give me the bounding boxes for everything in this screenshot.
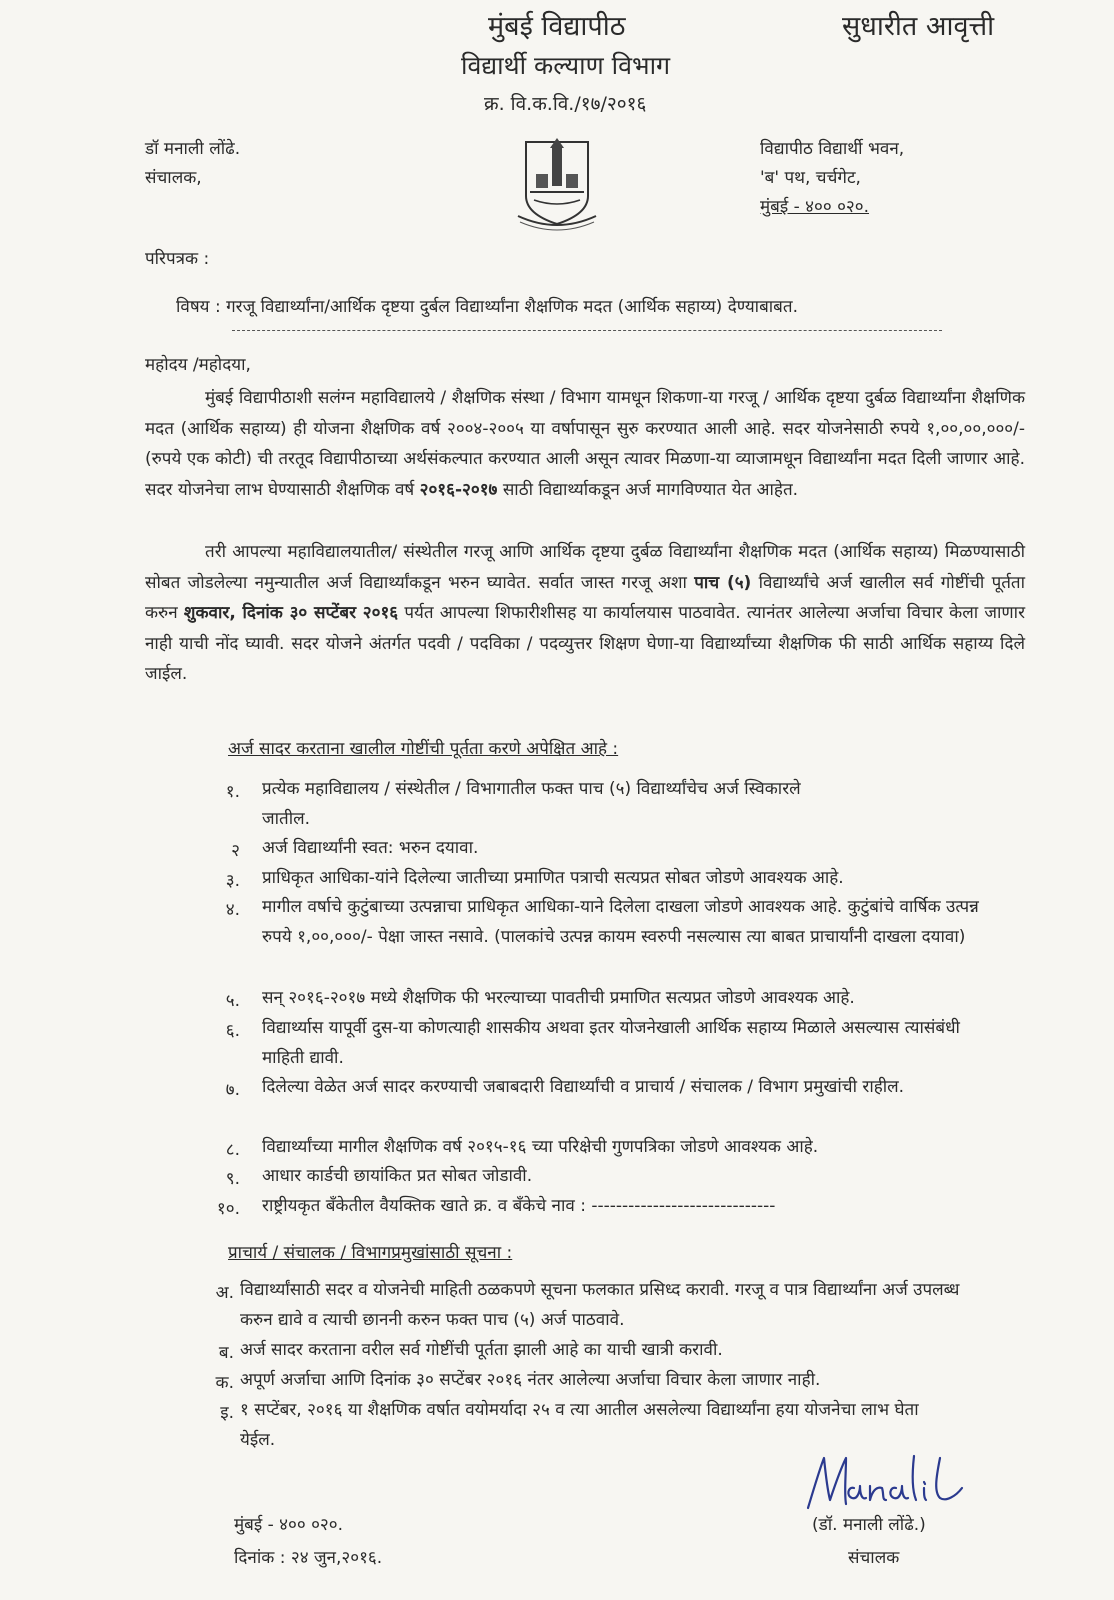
subject-line: विषय : गरजू विद्यार्थ्यांना/आर्थिक दृष्टया दुर्बल विद्यार्थ्यांना शैक्षणिक मदत (आर्थिक सहाय्य) देण्याबाबत.	[176, 297, 798, 317]
address-line-1: विद्यापीठ विद्यार्थी भवन,	[760, 139, 905, 159]
instructions-heading: प्राचार्य / संचालक / विभागप्रमुखांसाठी सूचना :	[228, 1243, 513, 1263]
requirement-item: प्राधिकृत आधिका-यांने दिलेल्या जातीच्या प्रमाणित पत्राची सत्यप्रत सोबत जोडणे आवश्यक आहे.	[262, 868, 844, 888]
para2-text-a: तरी आपल्या महाविद्यालयातील/ संस्थेतील गरजू आणि आर्थिक दृष्टया दुर्बळ विद्यार्थ्यांना शैक्षणिक मदत (आर्थिक सहाय्य) मिळण्यासाठी सोबत जोडलेल्या नमुन्यातील अर्ज विद्यार्थ्यांकडून भरुन घ्यावेत. सर्वात जास्त गरजू अशा	[145, 542, 1025, 593]
para1-year: २०१६-२०१७	[419, 479, 498, 500]
paragraph-2	[145, 537, 1025, 690]
footer-place: मुंबई - ४०० ०२०.	[234, 1515, 344, 1535]
sender-title: संचालक,	[145, 168, 202, 188]
para1-text: मुंबई विद्यापीठाशी सलंग्न महाविद्यालये / शैक्षणिक संस्था / विभाग यामधून शिकणा-या गरजू / आर्थिक दृष्टया दुर्बळ विद्यार्थ्यांना शैक्षणिक मदत (आर्थिक सहाय्य) ही योजना शैक्षणिक वर्ष २००४-२००५ या वर्षापासून सुरु करण्यात आली आहे. सदर योजनेसाठी रुपये १,००,००,०००/- (रुपये एक कोटी) ची तरतूद विद्यापीठाच्या अर्थसंकल्पात करण्यात आली असून त्यावर मिळणा-या व्याजामधून विद्यार्थ्यांना मदत दिली जाणार आहे. सदर योजनेचा लाभ घेण्यासाठी शैक्षणिक वर्ष	[145, 388, 1025, 500]
requirement-item: मागील वर्षाचे कुटुंबाच्या उत्पन्नाचा प्राधिकृत आधिका-याने दिलेला दाखला जोडणे आवश्यक आहे. कुटुंबांचे वार्षिक उत्पन्न रुपये १,००,०००/- पेक्षा जास्त नसावे. (पालकांचे उत्पन्न कायम स्वरुपी नसल्यास त्या बाबत प्राचार्यांनी दाखला दयावा)	[262, 897, 979, 947]
university-emblem-icon	[516, 134, 598, 234]
requirement-item: अर्ज विद्यार्थ्यांनी स्वत: भरुन दयावा.	[262, 838, 479, 858]
footer-date: दिनांक : २४ जुन,२०१६.	[234, 1548, 383, 1568]
requirements-heading: अर्ज सादर करताना खालील गोष्टींची पूर्तता करणे अपेक्षित आहे :	[228, 739, 619, 759]
requirement-number: ८.	[225, 1140, 240, 1160]
requirement-number: ४.	[225, 900, 240, 920]
instruction-item: अपूर्ण अर्जाचा आणि दिनांक ३० सप्टेंबर २०१६ नंतर आलेल्या अर्जाचा विचार केला जाणार नाही.	[240, 1370, 821, 1390]
para1-end: साठी विद्यार्थ्याकडून अर्ज मागविण्यात येत आहेत.	[502, 479, 799, 500]
sender-name: डॉ मनाली लोंढे.	[145, 139, 241, 159]
requirement-item: दिलेल्या वेळेत अर्ज सादर करण्याची जबाबदारी विद्यार्थ्यांची व प्राचार्य / संचालक / विभाग प्रमुखांची राहील.	[262, 1077, 905, 1097]
requirement-number: ७.	[225, 1080, 240, 1100]
instruction-item: अर्ज सादर करताना वरील सर्व गोष्टींची पूर्तता झाली आहे का याची खात्री करावी.	[240, 1340, 723, 1360]
para2-text-c: पर्यत आपल्या शिफारीशीसह या कार्यालयास पाठवावेत. त्यानंतर आलेल्या अर्जाचा विचार केला जाणार नाही याची नोंद घ्यावी. सदर योजने अंतर्गत पदवी / पदविका / पदव्युत्तर शिक्षण घेणा-या विद्यार्थ्यांच्या शैक्षणिक फी साठी आर्थिक सहाय्य दिले जाईल.	[145, 603, 1026, 684]
circular-label: परिपत्रक :	[145, 249, 210, 269]
requirement-number: २	[231, 841, 240, 861]
para2-deadline: शुकवार, दिनांक ३० सप्टेंबर २०१६	[183, 603, 399, 623]
requirement-number: ६.	[225, 1021, 240, 1041]
requirement-number: १.	[225, 782, 240, 802]
requirement-item: सन् २०१६-२०१७ मध्ये शैक्षणिक फी भरल्याच्या पावतीची प्रमाणित सत्यप्रत जोडणे आवश्यक आहे.	[262, 988, 855, 1008]
address-line-3: मुंबई - ४०० ०२०.	[760, 197, 870, 217]
signatory-name: (डॉ. मनाली लोंढे.)	[812, 1515, 926, 1535]
para2-count: पाच (५)	[694, 572, 752, 593]
reference-number: क्र. वि.क.वि./१७/२०१६	[484, 93, 647, 115]
requirement-number: १०.	[216, 1199, 240, 1219]
department-name: विद्यार्थी कल्याण विभाग	[461, 51, 671, 80]
requirement-number: ९.	[225, 1169, 240, 1189]
requirement-item: राष्ट्रीयकृत बॅंकेतील वैयक्तिक खाते क्र. व बॅंकेचे नाव : ------------------------------	[262, 1196, 776, 1216]
signatory-title: संचालक	[848, 1548, 900, 1568]
paragraph-1	[145, 383, 1025, 505]
university-name: मुंबई विद्यापीठ	[488, 11, 626, 42]
instruction-item: विद्यार्थ्यांसाठी सदर व योजनेची माहिती ठळकपणे सूचना फलकात प्रसिध्द करावी. गरजू व पात्र विद्यार्थ्यांना अर्ज उपलब्ध करुन द्यावे व त्याची छाननी करुन फक्त पाच (५) अर्ज पाठवावे.	[240, 1280, 960, 1330]
address-line-2: 'ब' पथ, चर्चगेट,	[760, 168, 861, 188]
requirement-number: ५.	[225, 991, 240, 1011]
para2-text-b: विद्यार्थ्यांचे अर्ज खालील सर्व गोष्टींची पूर्तता करुन	[145, 572, 1026, 623]
instruction-letter: इ.	[220, 1403, 234, 1423]
subject-divider	[232, 330, 942, 331]
revised-edition-label: सुधारीत आवृत्ती	[842, 11, 995, 42]
handwritten-signature	[800, 1448, 970, 1520]
salutation: महोदय /महोदया,	[145, 355, 251, 375]
instruction-letter: अ.	[215, 1283, 234, 1303]
instruction-letter: ब.	[218, 1343, 234, 1363]
instruction-letter: क.	[215, 1373, 234, 1393]
requirement-number: ३.	[225, 871, 240, 891]
requirement-item: प्रत्येक महाविद्यालय / संस्थेतील / विभागातील फक्त पाच (५) विद्यार्थ्यांचेच अर्ज स्विकारले जातील.	[262, 779, 801, 829]
instruction-item: १ सप्टेंबर, २०१६ या शैक्षणिक वर्षात वयोमर्यादा २५ व त्या आतील असलेल्या विद्यार्थ्यांना हया योजनेचा लाभ घेता येईल.	[240, 1400, 919, 1450]
requirement-item: विद्यार्थ्यास यापूर्वी दुस-या कोणत्याही शासकीय अथवा इतर योजनेखाली आर्थिक सहाय्य मिळाले असल्यास त्यासंबंधी माहिती द्यावी.	[262, 1018, 960, 1068]
requirement-item: आधार कार्डची छायांकित प्रत सोबत जोडावी.	[262, 1166, 533, 1186]
requirement-item: विद्यार्थ्यांच्या मागील शैक्षणिक वर्ष २०१५-१६ च्या परिक्षेची गुणपत्रिका जोडणे आवश्यक आहे.	[262, 1137, 819, 1157]
